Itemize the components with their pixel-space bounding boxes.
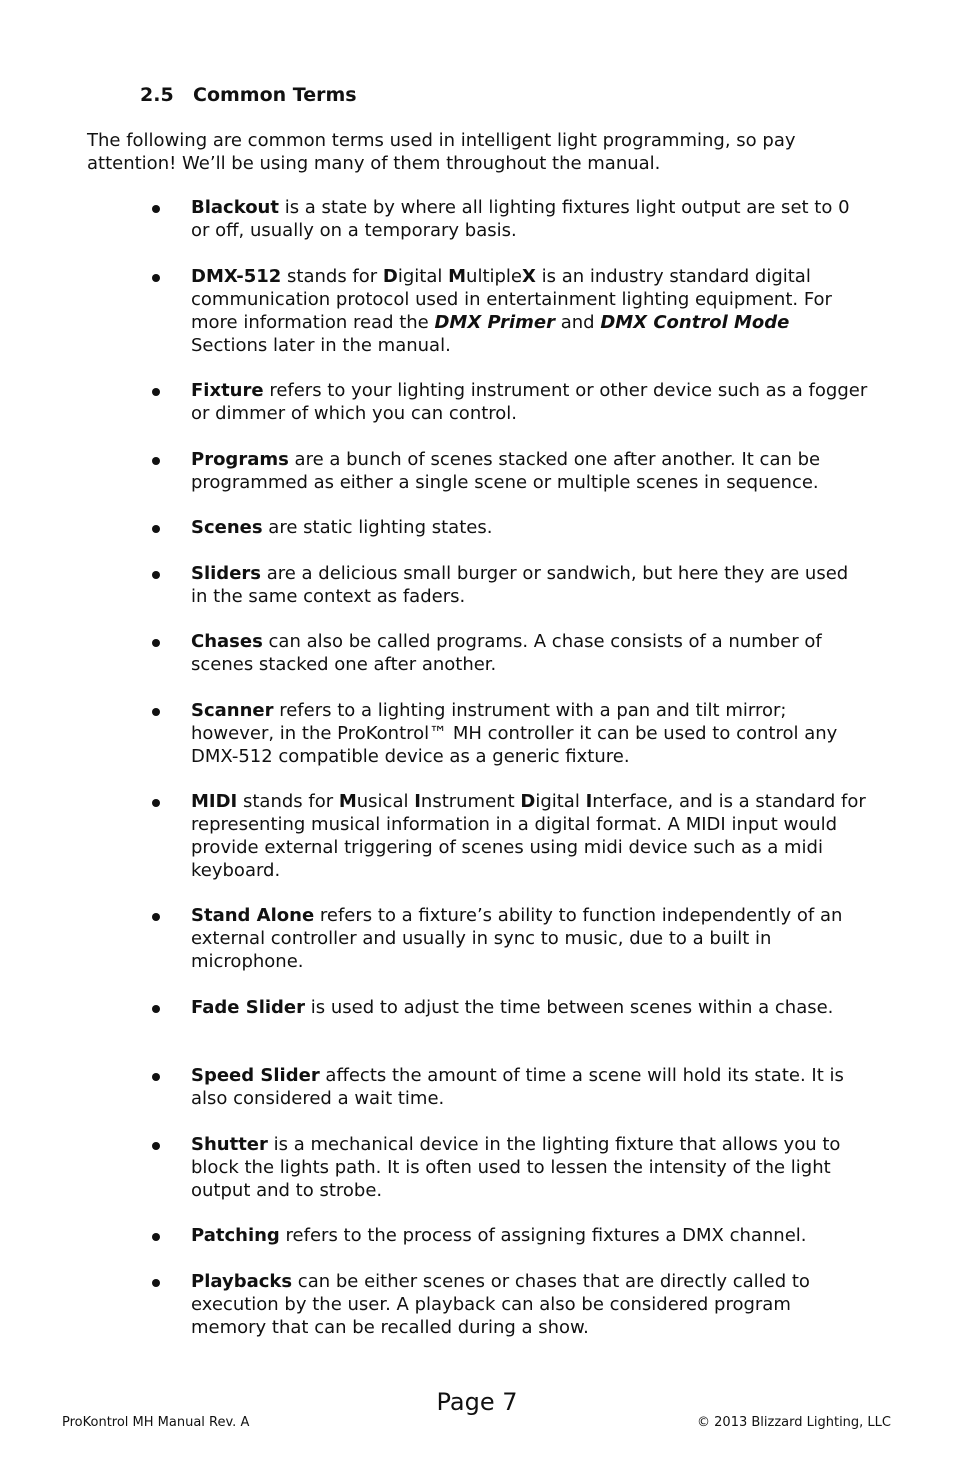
term-definition: ultiple (466, 266, 522, 287)
term-name: Fade Slider (191, 997, 306, 1018)
term-definition: affects the amount of time a scene will hold its state. It is also considered a wait time. (191, 1065, 844, 1109)
term-text (191, 196, 869, 242)
acronym-letter: D (382, 266, 398, 287)
section-title: Common Terms (193, 84, 357, 106)
term-definition: nterface, and is a standard for representing musical information in a digital format. A MIDI input would provide external triggering of scenes using midi device such as a midi keyboard. (191, 791, 866, 881)
term-text (191, 516, 869, 539)
term-text (191, 1224, 869, 1247)
term-definition: are static lighting states. (262, 517, 493, 538)
term-name: Chases (191, 631, 263, 652)
term-name: Patching (191, 1225, 280, 1246)
term-definition: refers to a fixture’s ability to function independently of an external controller and usually in sync to music, due to a built in microphone. (191, 905, 843, 972)
term-text (191, 1270, 869, 1339)
term-name: Shutter (191, 1134, 268, 1155)
term-definition: and (555, 312, 601, 333)
bullet-icon (152, 708, 160, 716)
bullet-icon (152, 388, 160, 396)
term-definition: is used to adjust the time between scenes within a chase. (305, 997, 834, 1018)
term-text (191, 790, 869, 882)
bullet-icon (152, 1073, 160, 1081)
bullet-icon (152, 639, 160, 647)
term-definition: igital (397, 266, 449, 287)
bullet-icon (152, 457, 160, 465)
footer-manual-title: ProKontrol MH Manual Rev. A (62, 1415, 250, 1430)
term-name: Stand Alone (191, 905, 315, 926)
bullet-icon (152, 1279, 160, 1287)
term-text (191, 699, 869, 768)
dmx-control-mode-reference: DMX Control Mode (600, 312, 790, 333)
term-text (191, 265, 869, 357)
term-name: Programs (191, 449, 289, 470)
term-name: DMX-512 (191, 266, 282, 287)
term-text (191, 1133, 869, 1202)
acronym-letter: I (414, 791, 421, 812)
term-definition: are a bunch of scenes stacked one after another. It can be programmed as either a single scene or multiple scenes in sequence. (191, 449, 821, 493)
footer-copyright: © 2013 Blizzard Lighting, LLC (697, 1415, 891, 1430)
bullet-icon (152, 274, 160, 282)
term-definition: is a mechanical device in the lighting fixture that allows you to block the lights path. It is often used to lessen the intensity of the light output and to strobe. (191, 1134, 841, 1201)
term-name: Scanner (191, 700, 274, 721)
term-text (191, 379, 869, 425)
bullet-icon (152, 525, 160, 533)
section-heading (140, 84, 357, 106)
intro-paragraph: The following are common terms used in intelligent light programming, so pay attention! We’ll be using many of them throughout the manual. (87, 130, 796, 174)
term-name: Blackout (191, 197, 279, 218)
section-number: 2.5 (140, 84, 174, 106)
term-text (191, 562, 869, 608)
term-name: Sliders (191, 563, 261, 584)
bullet-icon (152, 205, 160, 213)
bullet-icon (152, 1005, 160, 1013)
term-definition: are a delicious small burger or sandwich, but here they are used in the same context as faders. (191, 563, 849, 607)
term-definition: igital (535, 791, 586, 812)
term-name: Scenes (191, 517, 263, 538)
term-definition: refers to a lighting instrument with a pan and tilt mirror; however, in the ProKontrol™ MH controller it can be used to control any DMX-512 compatible device as a generic fixture. (191, 700, 838, 767)
term-definition: refers to your lighting instrument or other device such as a fogger or dimmer of which you can control. (191, 380, 868, 424)
term-text (191, 630, 869, 676)
bullet-icon (152, 799, 160, 807)
bullet-icon (152, 913, 160, 921)
acronym-letter: I (585, 791, 593, 812)
dmx-primer-reference: DMX Primer (434, 312, 556, 333)
term-definition: usical (356, 791, 415, 812)
acronym-letter: M (338, 791, 357, 812)
term-definition: is an industry standard digital communication protocol used in entertainment lighting equipment. For more information read the (191, 266, 832, 333)
term-name: MIDI (191, 791, 238, 812)
term-definition: Sections later in the manual. (191, 335, 451, 356)
term-definition: refers to the process of assigning fixtures a DMX channel. (279, 1225, 807, 1246)
term-text (191, 448, 869, 494)
term-name: Speed Slider (191, 1065, 320, 1086)
page-number: Page 7 (436, 1388, 518, 1416)
term-definition: is a state by where all lighting fixtures light output are set to 0 or off, usually on a temporary basis. (191, 197, 850, 241)
bullet-icon (152, 1233, 160, 1241)
bullet-icon (152, 1142, 160, 1150)
term-definition: can be either scenes or chases that are directly called to execution by the user. A playback can also be considered program memory that can be recalled during a show. (191, 1271, 810, 1338)
acronym-letter: X (522, 266, 536, 287)
acronym-letter: D (520, 791, 536, 812)
term-name: Playbacks (191, 1271, 293, 1292)
term-definition: stands for (237, 791, 339, 812)
term-definition: nstrument (420, 791, 521, 812)
acronym-letter: M (448, 266, 467, 287)
term-definition: can also be called programs. A chase consists of a number of scenes stacked one after another. (191, 631, 822, 675)
bullet-icon (152, 571, 160, 579)
term-text (191, 996, 869, 1019)
term-text (191, 904, 869, 973)
term-text (191, 1064, 869, 1110)
term-name: Fixture (191, 380, 264, 401)
term-definition: stands for (281, 266, 383, 287)
